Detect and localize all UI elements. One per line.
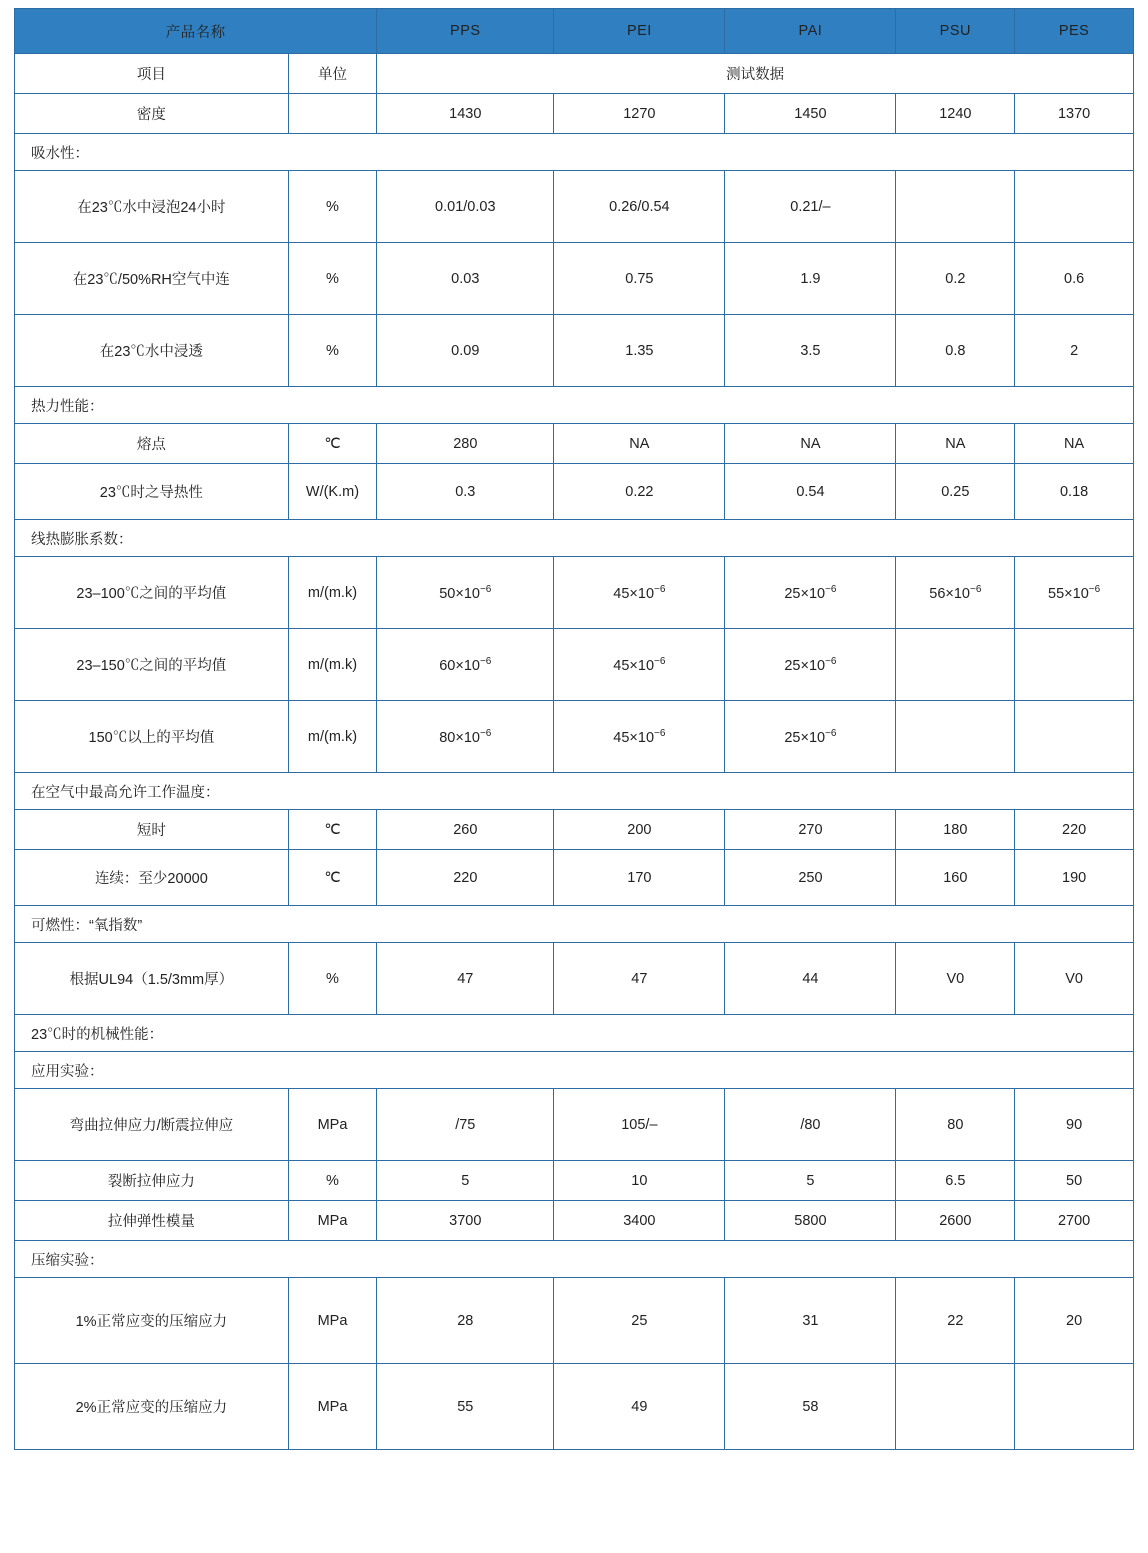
row-value: 270: [725, 810, 896, 850]
row-label: 在23℃水中浸泡24小时: [15, 171, 289, 243]
row-unit: %: [288, 171, 377, 243]
row-value: $25\times 10^{-6}$: [725, 557, 896, 629]
row-value: 0.03: [377, 243, 554, 315]
row-value: 5: [725, 1161, 896, 1201]
row-value: 5: [377, 1161, 554, 1201]
row-value: 0.22: [554, 464, 725, 520]
row-value: 47: [377, 943, 554, 1015]
section-row: [15, 520, 1134, 557]
row-value: 260: [377, 810, 554, 850]
row-value: [1015, 629, 1134, 701]
row-value: 180: [896, 810, 1015, 850]
row-label: 2%正常应变的压缩应力: [15, 1364, 289, 1450]
row-label: 密度: [15, 94, 289, 134]
row-value: 250: [725, 850, 896, 906]
row-value: 1270: [554, 94, 725, 134]
row-value: NA: [1015, 424, 1134, 464]
row-unit: ℃: [288, 850, 377, 906]
row-value: 2600: [896, 1201, 1015, 1241]
row-label: 连续：至少20000: [15, 850, 289, 906]
header-pei: PEI: [554, 9, 725, 54]
header-pai: PAI: [725, 9, 896, 54]
row-value: 0.75: [554, 243, 725, 315]
row-value: 3700: [377, 1201, 554, 1241]
row-value: 44: [725, 943, 896, 1015]
row-unit: %: [288, 1161, 377, 1201]
row-value: 105/–: [554, 1089, 725, 1161]
row-label: 短时: [15, 810, 289, 850]
row-value: 280: [377, 424, 554, 464]
row-label: 熔点: [15, 424, 289, 464]
table-row: [15, 464, 1134, 520]
row-value: 31: [725, 1278, 896, 1364]
row-unit: %: [288, 243, 377, 315]
row-value: 0.54: [725, 464, 896, 520]
row-unit: MPa: [288, 1201, 377, 1241]
row-value: 80: [896, 1089, 1015, 1161]
row-value: NA: [554, 424, 725, 464]
section-label: 应用实验：: [15, 1052, 1134, 1089]
table-row: [15, 424, 1134, 464]
row-value: /80: [725, 1089, 896, 1161]
row-value: $80\times 10^{-6}$: [377, 701, 554, 773]
row-unit: MPa: [288, 1364, 377, 1450]
table-row: [15, 943, 1134, 1015]
header-pps: PPS: [377, 9, 554, 54]
row-value: [1015, 171, 1134, 243]
section-row: [15, 1241, 1134, 1278]
material-properties-table: [14, 8, 1134, 1450]
row-label: 在23℃水中浸透: [15, 315, 289, 387]
row-label: 根据UL94（1.5/3mm厚）: [15, 943, 289, 1015]
section-row: [15, 773, 1134, 810]
row-label: 弯曲拉伸应力/断震拉伸应: [15, 1089, 289, 1161]
row-label: 1%正常应变的压缩应力: [15, 1278, 289, 1364]
row-value: 50: [1015, 1161, 1134, 1201]
section-label: 压缩实验：: [15, 1241, 1134, 1278]
row-value: $56\times 10^{-6}$: [896, 557, 1015, 629]
row-value: 20: [1015, 1278, 1134, 1364]
row-value: 90: [1015, 1089, 1134, 1161]
table-row: [15, 1089, 1134, 1161]
row-label: 拉伸弹性模量: [15, 1201, 289, 1241]
table-body: [15, 54, 1134, 1450]
section-label: 线热膨胀系数：: [15, 520, 1134, 557]
section-row: [15, 134, 1134, 171]
section-row: [15, 1052, 1134, 1089]
row-value: /75: [377, 1089, 554, 1161]
row-unit: m/(m.k): [288, 629, 377, 701]
row-value: 47: [554, 943, 725, 1015]
section-row: [15, 387, 1134, 424]
row-value: $25\times 10^{-6}$: [725, 629, 896, 701]
row-value: [896, 171, 1015, 243]
row-value: 3.5: [725, 315, 896, 387]
table-row: [15, 94, 1134, 134]
row-unit: W/(K.m): [288, 464, 377, 520]
row-value: 160: [896, 850, 1015, 906]
row-value: $50\times 10^{-6}$: [377, 557, 554, 629]
row-value: 0.3: [377, 464, 554, 520]
row-value: $60\times 10^{-6}$: [377, 629, 554, 701]
row-value: 5800: [725, 1201, 896, 1241]
row-label: 23–150℃之间的平均值: [15, 629, 289, 701]
row-value: 220: [377, 850, 554, 906]
row-value: $25\times 10^{-6}$: [725, 701, 896, 773]
row-label: 23℃时之导热性: [15, 464, 289, 520]
table-row: [15, 1278, 1134, 1364]
section-label: 吸水性：: [15, 134, 1134, 171]
row-value: $45\times 10^{-6}$: [554, 557, 725, 629]
table-row: [15, 557, 1134, 629]
table-row: [15, 171, 1134, 243]
row-label: 在23℃/50%RH空气中连: [15, 243, 289, 315]
row-value: 190: [1015, 850, 1134, 906]
header-row: [15, 9, 1134, 54]
row-value: [896, 629, 1015, 701]
row-value: 0.26/0.54: [554, 171, 725, 243]
row-unit: MPa: [288, 1278, 377, 1364]
row-value: 1450: [725, 94, 896, 134]
row-value: 1430: [377, 94, 554, 134]
row-value: NA: [725, 424, 896, 464]
table-header: [15, 9, 1134, 54]
table-row: [15, 1364, 1134, 1450]
row-unit: m/(m.k): [288, 701, 377, 773]
header-psu: PSU: [896, 9, 1015, 54]
subheader-unit: 单位: [288, 54, 377, 94]
section-row: [15, 1015, 1134, 1052]
row-unit: m/(m.k): [288, 557, 377, 629]
row-value: 0.01/0.03: [377, 171, 554, 243]
row-value: 1240: [896, 94, 1015, 134]
row-value: 170: [554, 850, 725, 906]
section-label: 23℃时的机械性能：: [15, 1015, 1134, 1052]
header-pes: PES: [1015, 9, 1134, 54]
row-unit: %: [288, 315, 377, 387]
row-unit: %: [288, 943, 377, 1015]
row-value: [1015, 701, 1134, 773]
row-value: 1.35: [554, 315, 725, 387]
row-value: 10: [554, 1161, 725, 1201]
row-label: 裂断拉伸应力: [15, 1161, 289, 1201]
row-value: 1.9: [725, 243, 896, 315]
row-value: V0: [1015, 943, 1134, 1015]
row-value: 3400: [554, 1201, 725, 1241]
row-value: 2700: [1015, 1201, 1134, 1241]
table-row: [15, 810, 1134, 850]
subheader-row: [15, 54, 1134, 94]
row-value: $45\times 10^{-6}$: [554, 701, 725, 773]
row-value: 220: [1015, 810, 1134, 850]
subheader-testdata: 测试数据: [377, 54, 1134, 94]
row-value: 58: [725, 1364, 896, 1450]
section-label: 可燃性：“氧指数”: [15, 906, 1134, 943]
table-row: [15, 629, 1134, 701]
row-value: 1370: [1015, 94, 1134, 134]
row-value: 49: [554, 1364, 725, 1450]
row-value: 25: [554, 1278, 725, 1364]
table-row: [15, 315, 1134, 387]
row-value: [1015, 1364, 1134, 1450]
row-unit: ℃: [288, 810, 377, 850]
row-value: 0.8: [896, 315, 1015, 387]
row-value: 55: [377, 1364, 554, 1450]
row-unit: [288, 94, 377, 134]
table-row: [15, 1161, 1134, 1201]
row-value: NA: [896, 424, 1015, 464]
row-value: 200: [554, 810, 725, 850]
row-value: 0.21/–: [725, 171, 896, 243]
row-value: [896, 701, 1015, 773]
row-label: 150℃以上的平均值: [15, 701, 289, 773]
row-value: 0.6: [1015, 243, 1134, 315]
row-value: 6.5: [896, 1161, 1015, 1201]
section-label: 热力性能：: [15, 387, 1134, 424]
row-value: $45\times 10^{-6}$: [554, 629, 725, 701]
row-value: 22: [896, 1278, 1015, 1364]
section-row: [15, 906, 1134, 943]
table-row: [15, 850, 1134, 906]
header-product-name: 产品名称: [15, 9, 377, 54]
row-value: V0: [896, 943, 1015, 1015]
row-value: 2: [1015, 315, 1134, 387]
table-row: [15, 1201, 1134, 1241]
row-value: [896, 1364, 1015, 1450]
table-row: [15, 701, 1134, 773]
row-value: 0.25: [896, 464, 1015, 520]
row-unit: ℃: [288, 424, 377, 464]
row-value: $55\times 10^{-6}$: [1015, 557, 1134, 629]
subheader-item: 项目: [15, 54, 289, 94]
row-value: 28: [377, 1278, 554, 1364]
section-label: 在空气中最高允许工作温度：: [15, 773, 1134, 810]
row-unit: MPa: [288, 1089, 377, 1161]
row-value: 0.2: [896, 243, 1015, 315]
row-value: 0.09: [377, 315, 554, 387]
row-value: 0.18: [1015, 464, 1134, 520]
row-label: 23–100℃之间的平均值: [15, 557, 289, 629]
table-row: [15, 243, 1134, 315]
